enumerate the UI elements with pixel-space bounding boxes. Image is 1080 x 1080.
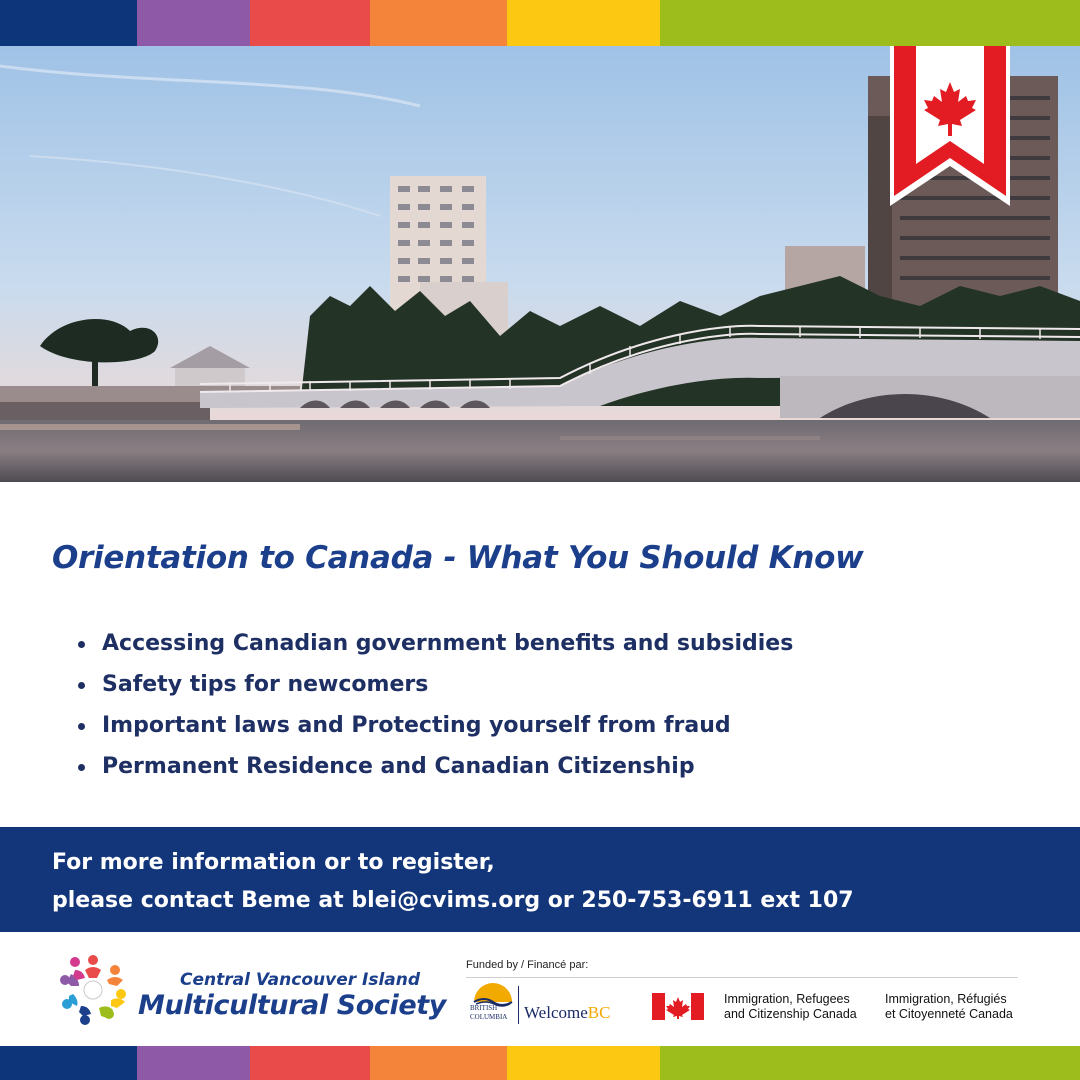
ircc-english-line-2: and Citizenship Canada — [724, 1007, 857, 1021]
welcomebc-logo — [524, 1003, 610, 1023]
page-title: Orientation to Canada - What You Should Know — [52, 540, 864, 576]
bullet-dot-icon — [78, 641, 85, 648]
stripe-yellow — [507, 1046, 660, 1080]
stripe-red — [250, 0, 370, 46]
bc-wordmark-line-2: COLUMBIA — [470, 1013, 508, 1021]
stripe-green — [660, 0, 1080, 46]
bullet-dot-icon — [78, 723, 85, 730]
list-item — [78, 666, 1038, 707]
funded-divider — [466, 977, 1018, 978]
top-color-stripe — [0, 0, 1080, 46]
stripe-yellow — [507, 0, 660, 46]
contact-line-1: For more information or to register, — [52, 850, 495, 875]
ircc-french-line-2: et Citoyenneté Canada — [885, 1007, 1013, 1021]
org-name-line-1: Central Vancouver Island — [180, 970, 421, 990]
stripe-navy — [0, 0, 137, 46]
stripe-orange — [370, 1046, 507, 1080]
topic-list — [78, 625, 1038, 789]
stripe-purple — [137, 0, 250, 46]
list-item-text: Safety tips for newcomers — [102, 672, 429, 697]
welcomebc-suffix: BC — [587, 1003, 611, 1022]
stripe-red — [250, 1046, 370, 1080]
list-item-text: Permanent Residence and Canadian Citizenship — [102, 754, 695, 779]
bottom-color-stripe — [0, 1046, 1080, 1080]
funded-by-label: Funded by / Financé par: — [466, 959, 589, 971]
bc-divider — [518, 986, 519, 1024]
org-name-line-2: Multicultural Society — [138, 990, 446, 1021]
stripe-navy — [0, 1046, 137, 1080]
stripe-purple — [137, 1046, 250, 1080]
list-item — [78, 748, 1038, 789]
contact-banner — [0, 827, 1080, 932]
ircc-french-line-1: Immigration, Réfugiés — [885, 992, 1007, 1006]
stripe-green — [660, 1046, 1080, 1080]
contact-line-2: please contact Beme at blei@cvims.org or 250-753-6911 ext 107 — [52, 888, 854, 913]
bc-wordmark-line-1: BRITISH — [470, 1004, 498, 1012]
stripe-orange — [370, 0, 507, 46]
list-item-text: Accessing Canadian government benefits and subsidies — [102, 631, 794, 656]
welcomebc-prefix: Welcome — [524, 1003, 588, 1022]
list-item-text: Important laws and Protecting yourself from fraud — [102, 713, 731, 738]
canada-flag-icon — [652, 993, 704, 1020]
list-item — [78, 625, 1038, 666]
canada-flag-banner — [890, 46, 1010, 206]
bullet-dot-icon — [78, 682, 85, 689]
list-item — [78, 707, 1038, 748]
bullet-dot-icon — [78, 764, 85, 771]
ircc-english-line-1: Immigration, Refugees — [724, 992, 850, 1006]
